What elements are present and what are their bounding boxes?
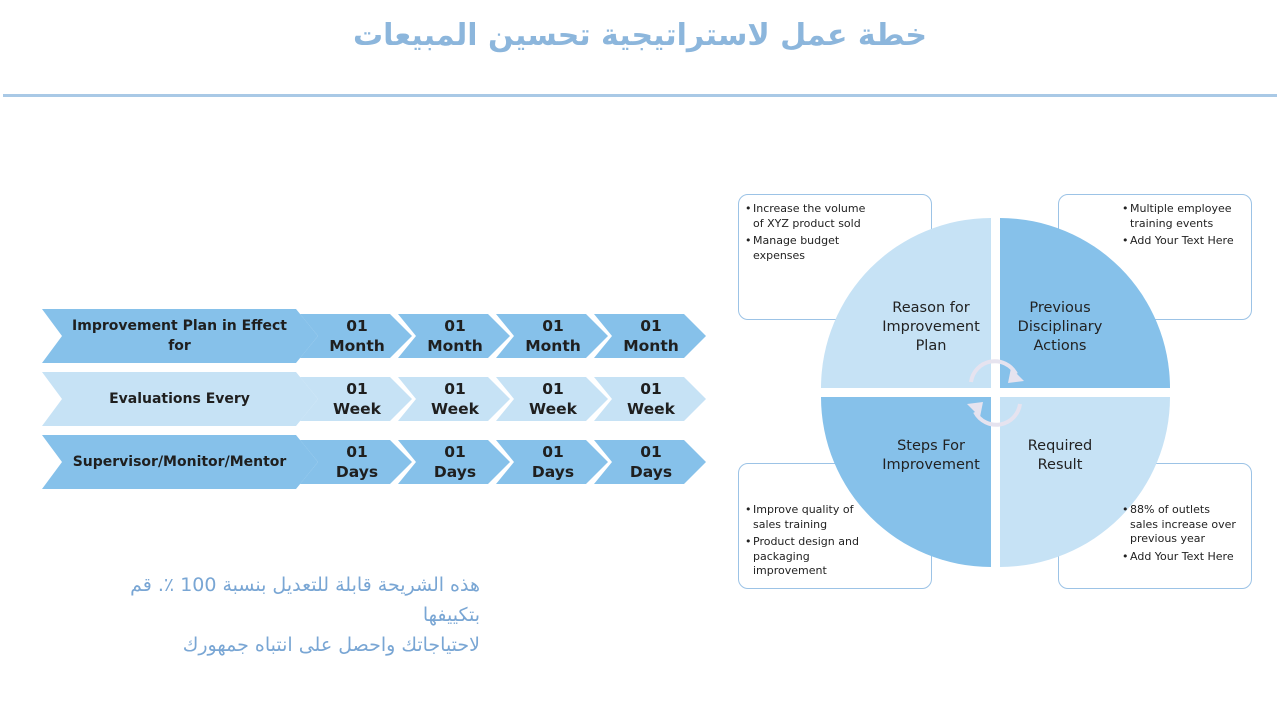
quadrant-label-required: Required Result (1027, 438, 1093, 473)
row-label-line: Improvement Plan in Effect (72, 318, 287, 334)
description-line: لاحتياجاتك واحصل على انتباه جمهورك (182, 634, 480, 656)
row-cell: 01 Days (629, 443, 673, 481)
row-cell: 01 Days (531, 443, 575, 481)
notes-top-left (741, 202, 881, 266)
slide-description (80, 570, 480, 660)
notes-top-right (1118, 202, 1248, 252)
notes-bottom-left (741, 503, 881, 582)
row-cell: 01 Month (623, 317, 679, 355)
quadrant-label-reason: Reason for Improvement Plan (882, 299, 980, 354)
notes-bottom-right (1118, 503, 1250, 567)
note-item: • Add Your Text Here (1118, 550, 1250, 565)
note-item: • Improve quality of sales training (741, 503, 881, 532)
row-cell: 01 Month (427, 317, 483, 355)
quadrant-label-previous: Previous Disciplinary Actions (1017, 299, 1103, 354)
row-label-line: Supervisor/Monitor/Mentor (72, 454, 287, 470)
page-title: خطة عمل لاستراتيجية تحسين المبيعات (353, 18, 927, 53)
note-item: • Increase the volume of XYZ product sold (741, 202, 881, 231)
row-cell: 01 Week (333, 380, 381, 418)
description-line: هذه الشريحة قابلة للتعديل بنسبة 100 ٪. قم بتكييفها (130, 574, 480, 626)
note-item: • Product design and packaging improvement (741, 535, 881, 579)
row-cell: 01 Month (329, 317, 385, 355)
row-label-line: Evaluations Every (109, 391, 250, 407)
note-item: • Manage budget expenses (741, 234, 881, 263)
row-label-line: for (168, 338, 191, 354)
note-item: • 88% of outlets sales increase over previous year (1118, 503, 1250, 547)
row-cell: 01 Month (525, 317, 581, 355)
row-cell: 01 Days (433, 443, 477, 481)
row-cell: 01 Days (335, 443, 379, 481)
row-cell: 01 Week (627, 380, 675, 418)
note-item: • Add Your Text Here (1118, 234, 1248, 249)
note-item: • Multiple employee training events (1118, 202, 1248, 231)
row-cell: 01 Week (529, 380, 577, 418)
quadrant-label-steps: Steps For Improvement (882, 438, 980, 473)
row-cell: 01 Week (431, 380, 479, 418)
